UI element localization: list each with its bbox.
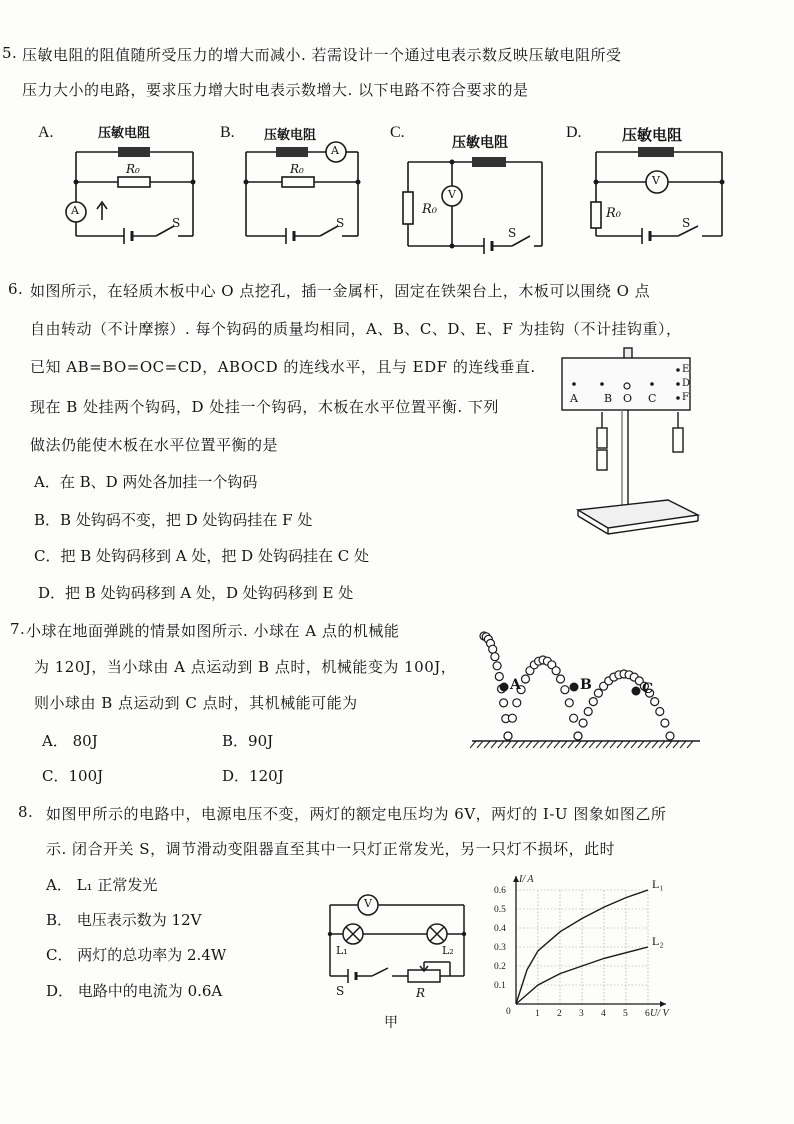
ground-hatch [533,741,539,748]
q6-text-line5: 做法仍能使木板在水平位置平衡的是 [30,436,279,454]
q6-label-e: E [682,364,690,375]
q6-number: 6. [8,280,24,298]
q5-circuit-d-voltmeter: V [652,174,660,187]
ground-hatch [554,741,560,748]
ground-hatch [589,741,595,748]
ground-hatch [568,741,574,748]
y-tick-label: 0.6 [494,886,506,896]
y-tick-label: 0.2 [494,962,506,972]
ground-hatch [638,741,644,748]
ball-trail-dot [584,708,592,716]
q8-circuit-caption: 甲 [384,1015,398,1031]
q5-circuit-d-switch: S [682,216,691,230]
ball-trail-dot [552,667,560,675]
ball-point-a [500,683,509,692]
q6-lever-figure [548,340,708,540]
x-axis-arrow [660,1001,666,1007]
ground-hatch [631,741,637,748]
x-tick-label: 5 [623,1009,628,1019]
q5-circuit-b-varistor [276,147,308,157]
x-axis-label: U/ V [650,1008,669,1019]
q6-label-a: A [570,392,578,405]
q5-circuit-d-title: 压敏电阻 [622,126,683,144]
q6-text-line3: 已知 AB=BO=OC=CD，ABOCD 的连线水平，且与 EDF 的连线垂直. [30,358,536,376]
ball-trail-dot [661,719,669,727]
ground-hatch [645,741,651,748]
y-tick-label: 0.3 [494,943,506,953]
x-tick-label: 1 [535,1009,540,1019]
q6-label-b: B [604,392,613,405]
q5-text-line2: 压力大小的电路，要求压力增大时电表示数增大. 以下电路不符合要求的是 [22,81,529,99]
q6-text-line4: 现在 B 处挂两个钩码，D 处挂一个钩码，木板在水平位置平衡. 下列 [30,398,499,416]
q5-circuit-c-voltmeter: V [448,188,456,201]
q5-circuit-d-r0: R₀ [606,206,621,221]
q5-circuit-c-title: 压敏电阻 [452,135,508,151]
q5-circuit-a-title: 压敏电阻 [98,126,151,141]
q8-circuit-jia [326,892,476,1032]
ball-trail-dot [508,714,516,722]
q8-option-d: D． 电路中的电流为 0.6A [46,982,223,1000]
q6-option-b: B．B 处钩码不变，把 D 处钩码挂在 F 处 [34,511,313,529]
ball-trail-dot [579,719,587,727]
q5-circuit-c-r0: R₀ [422,202,437,217]
ground-hatch [526,741,532,748]
q5-circuit-d-letter: D. [566,124,582,141]
q6-text-line2: 自由转动（不计摩擦）. 每个钩码的质量均相同，A、B、C、D、E、F 为挂钩（不计挂钩重）， [30,320,682,338]
ground-hatch [666,741,672,748]
q8-option-c: C． 两灯的总功率为 2.4W [46,946,227,964]
ground-hatch [659,741,665,748]
q5-circuit-b-ammeter: A [331,144,339,157]
q5-circuit-c-diagram [390,118,570,256]
q5-circuit-b-title: 压敏电阻 [264,128,317,143]
q8-switch-label: S [336,984,345,998]
q6-label-d: D [682,378,691,389]
ground-hatch [575,741,581,748]
q5-circuit-b-diagram [220,118,390,248]
x-tick-label: 2 [557,1009,562,1019]
q8-option-b: B． 电压表示数为 12V [46,911,202,929]
q8-lamp2-label: L₂ [442,944,454,957]
q5-circuit-a-r0: R₀ [126,162,140,176]
ball-trail-dot [565,699,573,707]
ball-trail-dot [561,686,569,694]
y-tick-label: 0.4 [494,924,506,934]
q5-circuit-b-switch: S [336,216,345,230]
q7-option-c: C．100J [42,767,104,785]
ground-hatch [603,741,609,748]
ball-point-c [632,687,641,696]
q5-number: 5. [2,44,18,62]
y-axis-label: I/ A [519,874,534,885]
q6-label-f: F [682,392,689,403]
ball-trail-dot [504,732,512,740]
q5-circuit-a-letter: A. [38,124,54,141]
ball-point-b [570,683,579,692]
q8-rheostat-label: R [416,986,426,1000]
ground-hatch [484,741,490,748]
ball-trail-dot [489,645,497,653]
q5-circuit-c-varistor [472,157,506,167]
q5-circuit-a-diagram [38,118,208,248]
ground-hatch [582,741,588,748]
q8-circuit-drawing [326,892,476,1032]
q8-text-line1: 如图甲所示的电路中，电源电压不变，两灯的额定电压均为 6V，两灯的 I-U 图象如图乙所 [46,805,667,823]
q8-iu-chart-svg [488,870,678,1020]
y-tick-label: 0.1 [494,981,506,991]
q5-circuit-b-letter: B. [220,124,235,141]
q5-text-line1: 压敏电阻的阻值随所受压力的增大而减小. 若需设计一个通过电表示数反映压敏电阻所受 [22,46,622,64]
q8-iu-chart [488,870,678,1020]
ball-trail-dot [557,675,565,683]
q5-circuit-a-ammeter: A [71,204,79,217]
q8-text-line2: 示. 闭合开关 S，调节滑动变阻器直至其中一只灯正常发光，另一只灯不损坏，此时 [46,840,616,858]
ball-trail-dot [589,698,597,706]
series-label-2: L₂ [652,934,664,948]
ground-hatch [519,741,525,748]
ball-trail-dot [666,732,674,740]
q5-circuit-b-r0: R₀ [290,162,304,176]
ground-hatch [673,741,679,748]
q8-option-a: A． L₁ 正常发光 [46,876,158,894]
q5-circuit-c-switch: S [508,226,517,240]
q6-option-d: D．把 B 处钩码移到 A 处，D 处钩码移到 E 处 [38,584,354,602]
ground-hatch [680,741,686,748]
q5-circuit-c-letter: C. [390,124,405,141]
q7-number: 7. [10,620,26,638]
q7-label-c: C [642,681,654,697]
q7-label-b: B [580,677,592,693]
q5-circuit-a-switch: S [172,216,181,230]
ball-trail-dot [594,689,602,697]
ground-hatch [477,741,483,748]
q6-label-c: C [648,392,657,405]
ground-hatch [540,741,546,748]
q8-voltmeter-label: V [364,897,372,910]
q8-lamp1-label: L₁ [336,944,348,957]
ground-hatch [617,741,623,748]
q5-circuit-d-varistor [638,147,674,157]
ground-hatch [512,741,518,748]
ground-hatch [498,741,504,748]
ball-trail-dot [651,698,659,706]
ground-hatch [596,741,602,748]
x-tick-label: 4 [601,1009,606,1019]
ground-hatch [547,741,553,748]
q7-bounce-figure [470,624,710,754]
ground-hatch [652,741,658,748]
origin-label: 0 [506,1007,511,1017]
ground-hatch [610,741,616,748]
ground-hatch [687,741,693,748]
q7-option-d: D．120J [222,767,284,785]
q5-circuit-b [220,118,390,248]
q6-text-line1: 如图所示，在轻质木板中心 O 点挖孔，插一金属杆，固定在铁架台上，木板可以围绕 O 点 [30,282,651,300]
ball-trail-dot [495,673,503,681]
ball-trail-dot [522,675,530,683]
q7-label-a: A [510,677,521,693]
ball-trail-dot [570,714,578,722]
ground-hatch [624,741,630,748]
q7-text-line1: 小球在地面弹跳的情景如图所示. 小球在 A 点的机械能 [26,622,400,640]
ground-hatch [491,741,497,748]
ground-hatch [561,741,567,748]
q6-option-c: C．把 B 处钩码移到 A 处，把 D 处钩码挂在 C 处 [34,547,369,565]
ball-trail-dot [493,662,501,670]
ground-hatch [505,741,511,748]
q6-label-o: O [623,392,633,405]
series-label-1: L₁ [652,877,664,891]
q7-text-line2: 为 120J，当小球由 A 点运动到 B 点时，机械能变为 100J， [34,658,457,676]
x-tick-label: 3 [579,1009,584,1019]
x-tick-label: 6 [645,1009,650,1019]
q7-option-b: B．90J [222,732,274,750]
ground-hatch [470,741,476,748]
ball-trail-dot [574,732,582,740]
q5-circuit-a [38,118,208,248]
q5-circuit-c [390,118,570,256]
y-tick-label: 0.5 [494,905,506,915]
ball-trail-dot [500,699,508,707]
q7-option-a: A． 80J [42,732,98,750]
q5-circuit-d [566,118,746,248]
ball-trail-dot [491,653,499,661]
q7-text-line3: 则小球由 B 点运动到 C 点时，其机械能可能为 [34,694,358,712]
q5-circuit-a-varistor [118,147,150,157]
q8-number: 8. [18,803,34,821]
q6-option-a: A．在 B、D 两处各加挂一个钩码 [34,473,258,491]
ball-trail-dot [513,699,521,707]
ball-trail-dot [656,708,664,716]
